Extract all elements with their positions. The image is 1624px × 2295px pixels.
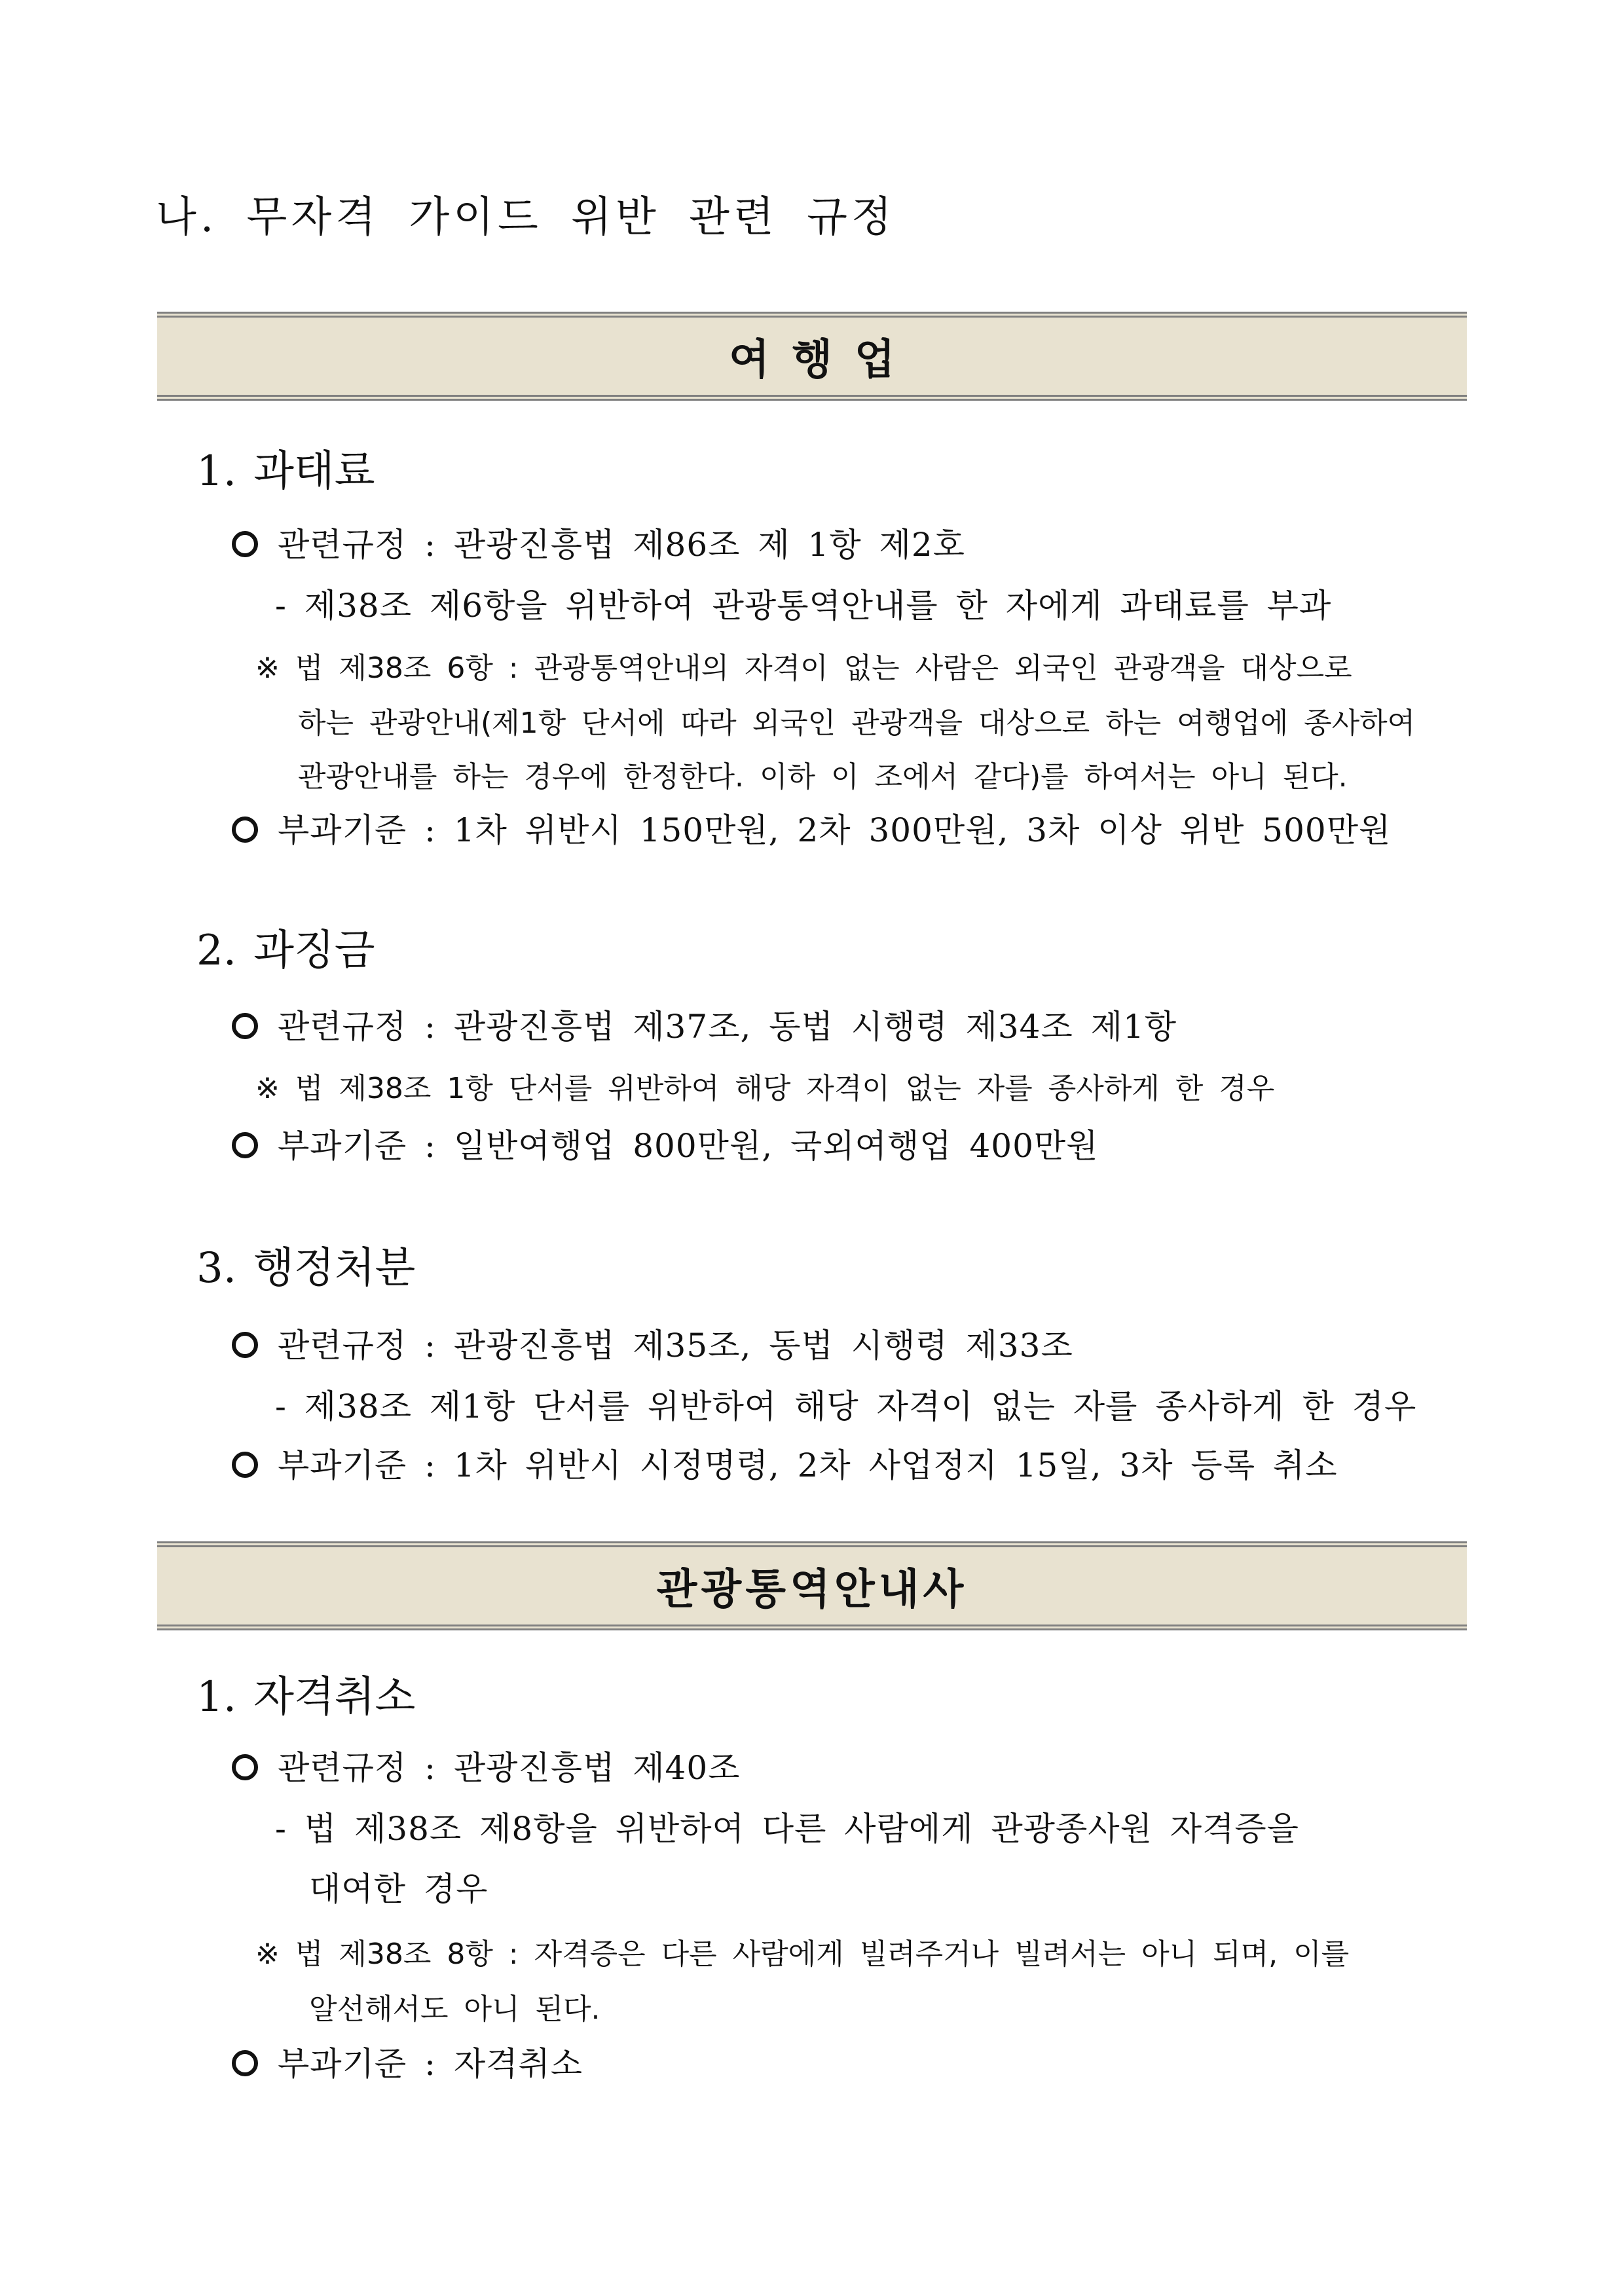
subsection-number: 1. (196, 1673, 237, 1721)
regulation-line (229, 1319, 1073, 1367)
subsection-number: 2. (196, 927, 237, 975)
regulation-text: 관련규정 : 관광진흥법 제35조, 동법 시행령 제33조 (278, 1327, 1073, 1365)
circle-bullet-icon (229, 1129, 261, 1161)
subsection-heading (196, 1234, 415, 1294)
regulation-line (229, 519, 965, 566)
regulation-detail: 대여한 경우 (309, 1870, 489, 1908)
criteria-line (229, 1439, 1338, 1486)
criteria-text: 부과기준 : 1차 위반시 150만원, 2차 300만원, 3차 이상 위반 500만원 (278, 811, 1392, 849)
regulation-line (229, 1742, 740, 1789)
regulation-detail: - 제38조 제1항 단서를 위반하여 해당 자격이 없는 자를 종사하게 한 경우 (275, 1387, 1417, 1425)
criteria-text: 부과기준 : 자격취소 (278, 2045, 583, 2083)
circle-bullet-icon (229, 814, 261, 845)
subsection-number: 3. (196, 1244, 237, 1293)
note-line: ※ 법 제38조 6항 : 관광통역안내의 자격이 없는 사람은 외국인 관광객을 대상으로 (255, 652, 1352, 685)
regulation-detail: - 제38조 제6항을 위반하여 관광통역안내를 한 자에게 과태료를 부과 (275, 587, 1332, 625)
regulation-text: 관련규정 : 관광진흥법 제40조 (278, 1749, 741, 1787)
subsection-title: 과징금 (253, 927, 375, 975)
circle-bullet-icon (229, 528, 261, 560)
note-line: 관광안내를 하는 경우에 한정한다. 이하 이 조에서 같다)를 하여서는 아니 된다. (298, 760, 1348, 794)
regulation-text: 관련규정 : 관광진흥법 제37조, 동법 시행령 제34조 제1항 (278, 1008, 1177, 1046)
circle-bullet-icon (229, 1329, 261, 1361)
section-band-travel-agency: 여행업 (157, 312, 1467, 401)
circle-bullet-icon (229, 1010, 261, 1042)
subsection-title: 행정처분 (253, 1244, 416, 1293)
subsection-heading (196, 1663, 415, 1723)
criteria-text: 부과기준 : 일반여행업 800만원, 국외여행업 400만원 (278, 1127, 1099, 1165)
section-band-tour-guide: 관광통역안내사 (157, 1541, 1467, 1630)
subsection-heading (196, 917, 375, 977)
subsection-title: 과태료 (253, 447, 375, 496)
regulation-line (229, 1001, 1177, 1048)
note-line: 알선해서도 아니 된다. (309, 1992, 600, 2026)
note-line: 하는 관광안내(제1항 단서에 따라 외국인 관광객을 대상으로 하는 여행업에 종사하여 (298, 707, 1416, 740)
circle-bullet-icon (229, 1752, 261, 1783)
subsection-title: 자격취소 (253, 1673, 416, 1721)
regulation-detail: - 법 제38조 제8항을 위반하여 다른 사람에게 관광종사원 자격증을 (275, 1810, 1299, 1848)
regulation-text: 관련규정 : 관광진흥법 제86조 제 1항 제2호 (278, 526, 965, 564)
circle-bullet-icon (229, 1449, 261, 1480)
subsection-number: 1. (196, 447, 237, 496)
criteria-text: 부과기준 : 1차 위반시 시정명령, 2차 사업정지 15일, 3차 등록 취소 (278, 1446, 1338, 1484)
subsection-heading (196, 437, 375, 498)
criteria-line (229, 1120, 1098, 1167)
circle-bullet-icon (229, 2047, 261, 2079)
criteria-line (229, 804, 1391, 851)
document-title: 나. 무자격 가이드 위반 관련 규정 (156, 193, 896, 242)
note-line: ※ 법 제38조 1항 단서를 위반하여 해당 자격이 없는 자를 종사하게 한 경우 (255, 1072, 1275, 1105)
criteria-line (229, 2038, 583, 2085)
note-line: ※ 법 제38조 8항 : 자격증은 다른 사람에게 빌려주거나 빌려서는 아니 되며, 이를 (255, 1937, 1350, 1971)
